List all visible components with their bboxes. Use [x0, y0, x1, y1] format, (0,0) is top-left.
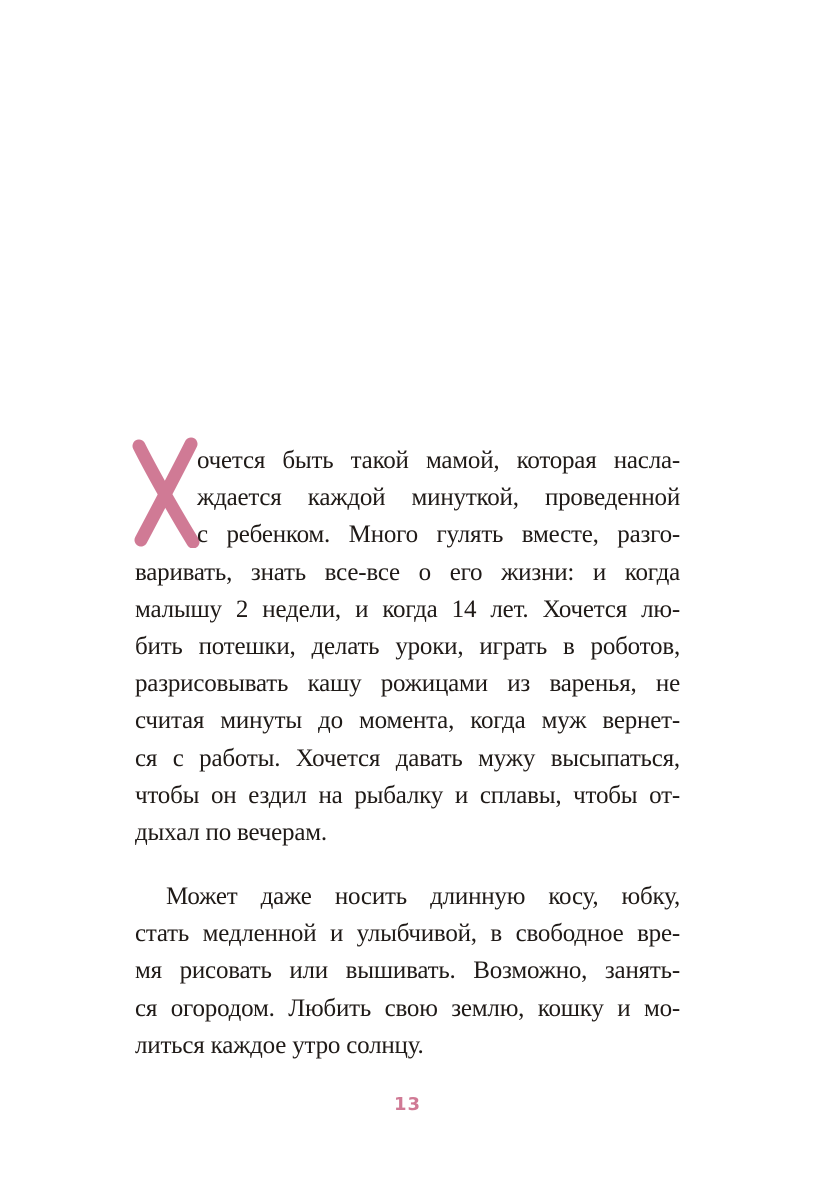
text-line: считая минуты до момента, когда муж вернет- — [135, 707, 680, 735]
text-line: с ребенком. Много гулять вместе, разго- — [197, 521, 680, 549]
paragraph-2 — [135, 878, 680, 1064]
page-number: 13 — [393, 1094, 422, 1115]
text-line: ждается каждой минуткой, проведенной — [197, 484, 680, 512]
text-line: Может даже носить длинную косу, юбку, — [166, 883, 680, 910]
text-line: чтобы он ездил на рыбалку и сплавы, чтобы от- — [135, 781, 680, 809]
text-line: ся с работы. Хочется давать мужу высыпаться, — [135, 744, 680, 772]
text-line: разрисовывать кашу рожицами из варенья, не — [135, 670, 680, 698]
paragraph-1 — [135, 442, 680, 851]
text-line: малышу 2 недели, и когда 14 лет. Хочется лю- — [135, 595, 680, 623]
text-line: литься каждое утро солнцу. — [135, 1031, 424, 1059]
text-line: дыхал по вечерам. — [135, 818, 327, 846]
text-line: бить потешки, делать уроки, играть в роботов, — [135, 632, 680, 660]
text-line: варивать, знать все-все о его жизни: и когда — [135, 558, 680, 586]
text-line: ся огородом. Любить свою землю, кошку и мо- — [135, 994, 680, 1022]
text-line: мя рисовать или вышивать. Возможно, занять- — [135, 957, 680, 985]
text-line: очется быть такой мамой, которая насла- — [197, 447, 680, 474]
text-line: стать медленной и улыбчивой, в свободное вре- — [135, 920, 680, 948]
